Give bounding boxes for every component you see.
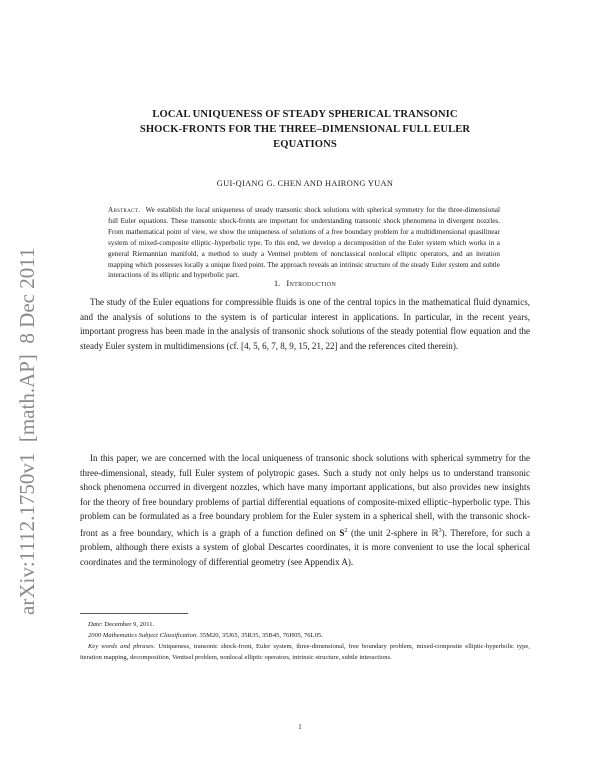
title-line: LOCAL UNIQUENESS OF STEADY SPHERICAL TRANSONIC — [152, 109, 458, 120]
footnote-keywords-label: Key words and phrases — [88, 642, 154, 650]
real-space-symbol: ℝ — [431, 527, 439, 538]
footnote-date-value: : December 9, 2011. — [100, 621, 155, 628]
arxiv-identifier-text: arXiv:1112.1750v1 [math.AP] 8 Dec 2011 — [15, 247, 39, 615]
section-heading — [80, 278, 530, 288]
footnote-msc-label: 2000 Mathematics Subject Classification — [88, 631, 197, 639]
footnote-msc-value: . 35M20, 35J65, 35R35, 35B45, 76H05, 76L05. — [196, 631, 323, 639]
page-number: 1 — [298, 723, 302, 731]
title-line: EQUATIONS — [273, 139, 337, 150]
footnote-date — [80, 620, 530, 631]
sphere-exponent: 2 — [344, 527, 348, 534]
paper-authors: GUI-QIANG G. CHEN AND HAIRONG YUAN — [216, 179, 394, 188]
footnote-date-label: Date — [88, 621, 101, 628]
footnote-keywords-value: . Uniqueness, transonic shock-front, Euler system, three-dimensional, free boundary problem, mixed-composite elliptic-hyperbolic type, iteration mapping, decomposition, Venttsel problem, nonlocal elliptic operators, intrinsic structure, subtle interactions. — [80, 642, 530, 661]
footnote-keywords — [80, 642, 530, 664]
abstract — [108, 205, 500, 281]
section-number: 1. — [273, 278, 281, 288]
paragraph-text: In this paper, we are concerned with the local uniqueness of transonic shock solutions with spherical symmetry for the three-dimensional, steady, full Euler system of polytropic gases. Such a study not only helps us to understand transonic shock phenomena occurred in divergent nozzles, which have many important applications, but also provides new insights for the theory of free boundary problems of partial differential equations of composite-mixed elliptic–hyperbolic type. This problem can be formulated as a free boundary problem for the Euler system in a spherical shell, with the transonic shock-front as a free boundary, which is a graph of a function defined on — [80, 453, 530, 538]
real-space-exponent: 3 — [438, 527, 442, 534]
footnote-msc — [80, 631, 530, 642]
sphere-symbol: S — [339, 527, 345, 538]
paragraph-text: (the unit 2-sphere in — [350, 527, 428, 538]
arxiv-identifier-stamp — [2, 150, 46, 620]
paragraph-text: ). Therefore, for such a problem, although there exists a system of global Descartes coordinates, it is more convenient to use the local spherical coordinates and the terminology of differential geometry (see Appendix A). — [80, 527, 531, 567]
footnote-rule — [80, 613, 188, 614]
body-paragraph — [80, 451, 530, 569]
title-line: SHOCK-FRONTS FOR THE THREE–DIMENSIONAL FULL EULER — [139, 124, 471, 135]
paper-title — [90, 107, 520, 152]
footnotes — [80, 620, 530, 664]
abstract-text: We establish the local uniqueness of steady transonic shock solutions with spherical symmetry for the three-dimensional full Euler equations. These transonic shock-fronts are important for understanding transonic shock phenomena in divergent nozzles. From mathematical point of view, we show the uniqueness of solutions of a free boundary problem for a multidimensional quasilinear system of mixed-composite elliptic–hyperbolic type. To this end, we develop a decomposition of the Euler system which works in a general Riemannian manifold, a method to study a Venttsel problem of nonclassical nonlocal elliptic operators, and an iteration mapping which possesses locally a unique fixed point. The approach reveals an intrinsic structure of the steady Euler system and subtle interactions of its elliptic and hyperbolic part. — [108, 206, 500, 280]
body-paragraph: The study of the Euler equations for compressible fluids is one of the central topics in the mathematical fluid dynamics, and the analysis of solutions to the system is of particular interest in applications. In particular, in the recent years, important progress has been made in the analysis of transonic shock solutions of the steady potential flow equation and the steady Euler system in multidimensions (cf. [4, 5, 6, 7, 8, 9, 15, 21, 22] and the references cited therein). — [80, 297, 530, 351]
abstract-label: Abstract. — [108, 206, 141, 214]
section-title: Introduction — [286, 278, 337, 288]
